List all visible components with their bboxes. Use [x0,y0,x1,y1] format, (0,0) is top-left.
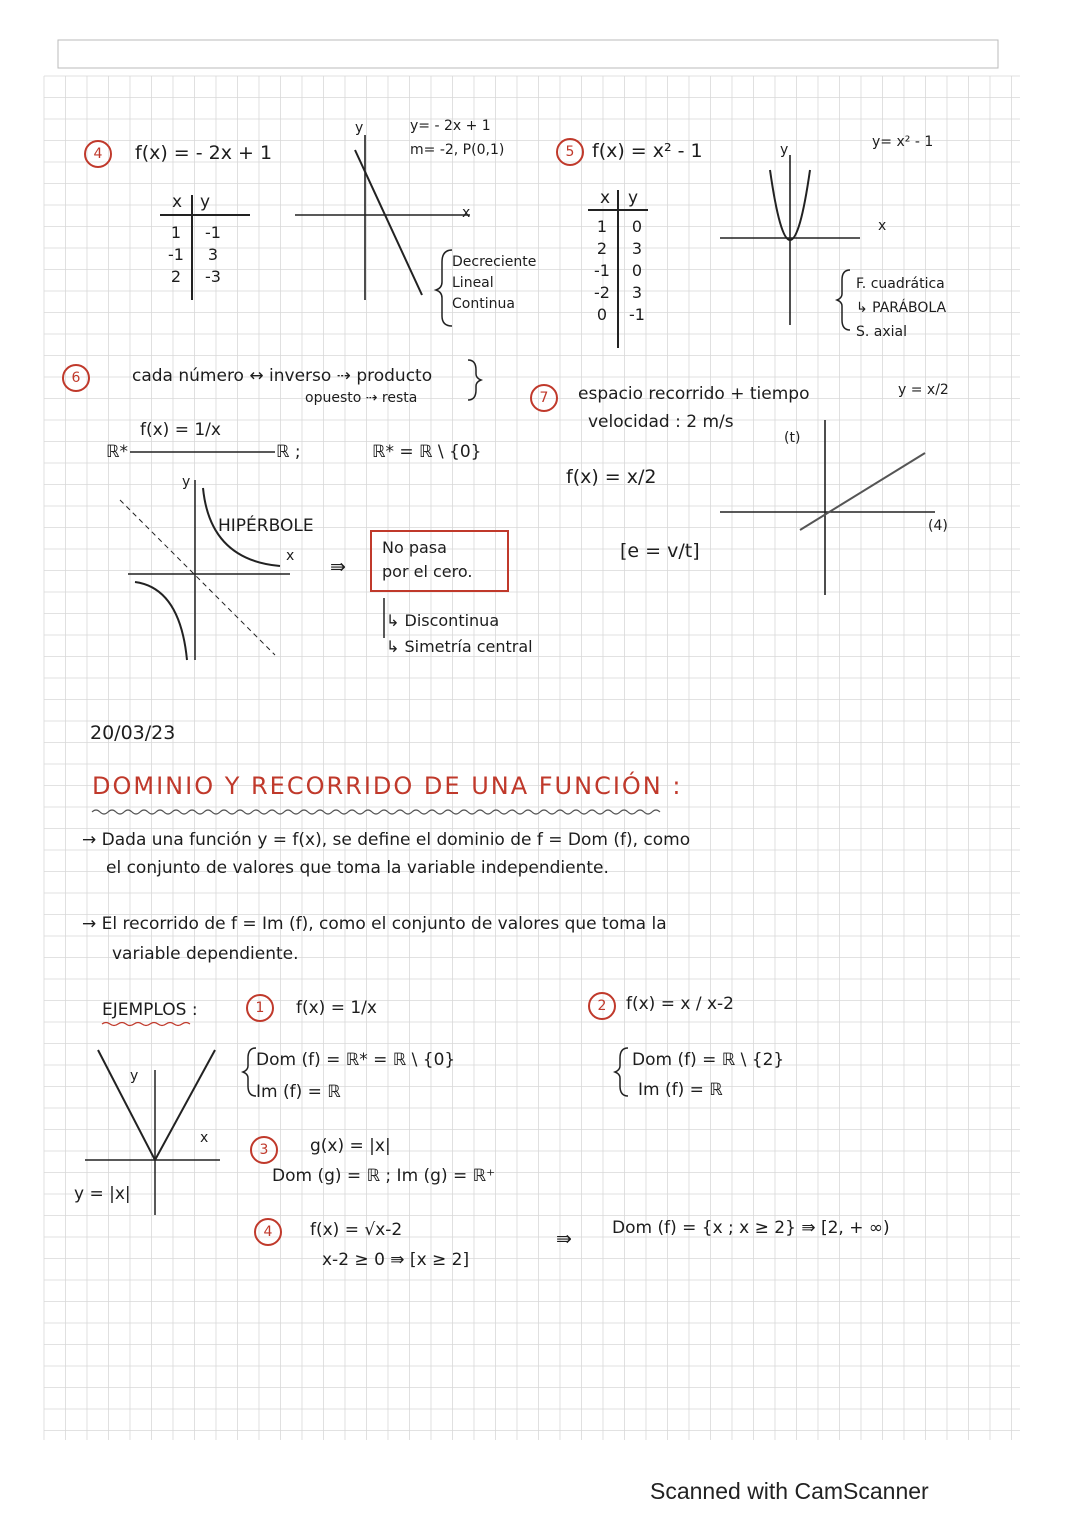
lesson-date: 20/03/23 [90,722,176,744]
ex5-prop: F. cuadrática [856,276,945,292]
paragraph-2-line-2: variable dependiente. [112,944,299,964]
ex4-axis-x: x [462,205,471,221]
e1-number: 1 [246,994,274,1022]
paragraph-2-line-1: → El recorrido de f = Im (f), como el conjunto de valores que toma la [82,914,667,934]
hyperbola-graph [120,480,290,660]
ex4-x-val: 1 [170,223,182,242]
ex4-slope: m= -2, P(0,1) [410,142,505,158]
ex4-axis-y: y [355,120,364,136]
ex6-number: 6 [62,364,90,392]
ex6-axis-x: x [286,548,295,564]
ex5-function: f(x) = x² - 1 [592,140,703,162]
ex5-equation: y= x² - 1 [872,134,934,150]
heading-wavy-underline [92,810,660,814]
abs-axis-y: y [130,1068,139,1084]
ex7-line1: espacio recorrido + tiempo [578,384,810,404]
ex4-table-header-x: x [172,192,183,212]
ex4-x-val: 2 [170,267,182,286]
ex6-axis-y: y [182,474,191,490]
ex6-line1: cada número ↔ inverso ⇢ producto [132,366,433,386]
top-margin-box [58,40,998,68]
ex6-brace [468,360,481,400]
ex4-number: 4 [84,140,112,168]
ex4-x-val: -1 [168,245,184,264]
ex6-codomain-set: ℝ ; [276,442,301,462]
ex6-hyperbola-label: HIPÉRBOLE [218,516,314,536]
ex5-table-header-y: y [628,188,639,208]
ex6-line2: opuesto ⇢ resta [305,390,418,406]
ex7-axis-4: (4) [928,518,948,534]
ex4-brace [436,250,452,326]
ex5-y-val: 0 [631,261,643,280]
ex5-y-val: 0 [631,217,643,236]
ex7-axis-t: (t) [784,430,801,446]
ex5-y-val: -1 [629,305,645,324]
ex5-x-val: -2 [594,283,610,302]
abs-axis-x: x [200,1130,209,1146]
ex5-axis-x: x [878,218,887,234]
ex5-y-val: 3 [631,239,643,258]
e2-function: f(x) = x / x-2 [626,994,734,1014]
ex4-y-val: -3 [205,267,221,286]
ex5-prop: ↳ PARÁBOLA [856,300,947,316]
ex4-prop: Continua [452,296,515,312]
ex7-number: 7 [530,384,558,412]
ex7-graph [720,420,935,595]
ex6-prop: ↳ Discontinua [386,611,500,630]
ex4-table-header-y: y [200,192,211,212]
ex5-x-val: 0 [596,305,608,324]
e2-domain: Dom (f) = ℝ \ {2} [632,1050,785,1070]
e2-range: Im (f) = ℝ [638,1080,723,1100]
camscanner-footer: Scanned with CamScanner [650,1478,929,1504]
ex6-implies-arrow: ⇛ [330,556,346,578]
ex4-function: f(x) = - 2x + 1 [135,142,273,164]
ex6-prop: ↳ Simetría central [386,637,533,656]
paragraph-1-line-2: el conjunto de valores que toma la variable independiente. [106,858,609,878]
ex5-brace [837,270,850,330]
e4-condition: x-2 ≥ 0 ⇛ [x ≥ 2] [322,1250,470,1270]
ejemplos-wavy-underline [102,1023,190,1026]
ex7-line2: velocidad : 2 m/s [588,412,734,432]
examples-label: EJEMPLOS : [102,1000,198,1020]
e1-domain: Dom (f) = ℝ* = ℝ \ {0} [256,1050,456,1070]
lesson-heading: DOMINIO Y RECORRIDO DE UNA FUNCIÓN : [92,772,683,800]
ex4-y-val: 3 [207,245,219,264]
e4-number: 4 [254,1218,282,1246]
e4-function: f(x) = √x-2 [310,1220,403,1240]
ex4-prop: Lineal [452,275,494,291]
e1-brace [243,1048,256,1096]
ex6-r-star-def: ℝ* = ℝ \ {0} [372,442,482,462]
e4-domain: Dom (f) = {x ; x ≥ 2} ⇛ [2, + ∞) [612,1218,890,1238]
ex5-y-val: 3 [631,283,643,302]
ex4-y-val: -1 [205,223,221,242]
ex5-x-val: -1 [594,261,610,280]
e3-function: g(x) = |x| [310,1136,391,1156]
ex6-function: f(x) = 1/x [140,420,221,440]
ex7-formula: [e = v/t] [620,540,700,562]
abs-graph-label: y = |x| [74,1184,131,1204]
e3-number: 3 [250,1136,278,1164]
ex4-graph [295,135,470,300]
ex4-prop: Decreciente [452,254,537,270]
ex7-function: f(x) = x/2 [566,466,657,488]
ex5-number: 5 [556,138,584,166]
paragraph-1-line-1: → Dada una función y = f(x), se define el dominio de f = Dom (f), como [82,830,691,850]
ex7-equation: y = x/2 [898,382,949,398]
e3-dom-im: Dom (g) = ℝ ; Im (g) = ℝ⁺ [272,1166,496,1186]
e1-function: f(x) = 1/x [296,998,377,1018]
ex6-box-line: por el cero. [382,562,473,581]
e2-brace [615,1048,628,1096]
e4-arrow: ⇛ [556,1228,572,1250]
ex4-equation: y= - 2x + 1 [410,118,491,134]
ex5-axis-y: y [780,142,789,158]
e2-number: 2 [588,992,616,1020]
ex6-box-line: No pasa [382,538,447,557]
ex6-domain-set: ℝ* [106,442,128,462]
ex5-x-val: 2 [596,239,608,258]
ex5-x-val: 1 [596,217,608,236]
e1-range: Im (f) = ℝ [256,1082,341,1102]
ex5-prop: S. axial [856,324,908,340]
ex5-table-header-x: x [600,188,611,208]
